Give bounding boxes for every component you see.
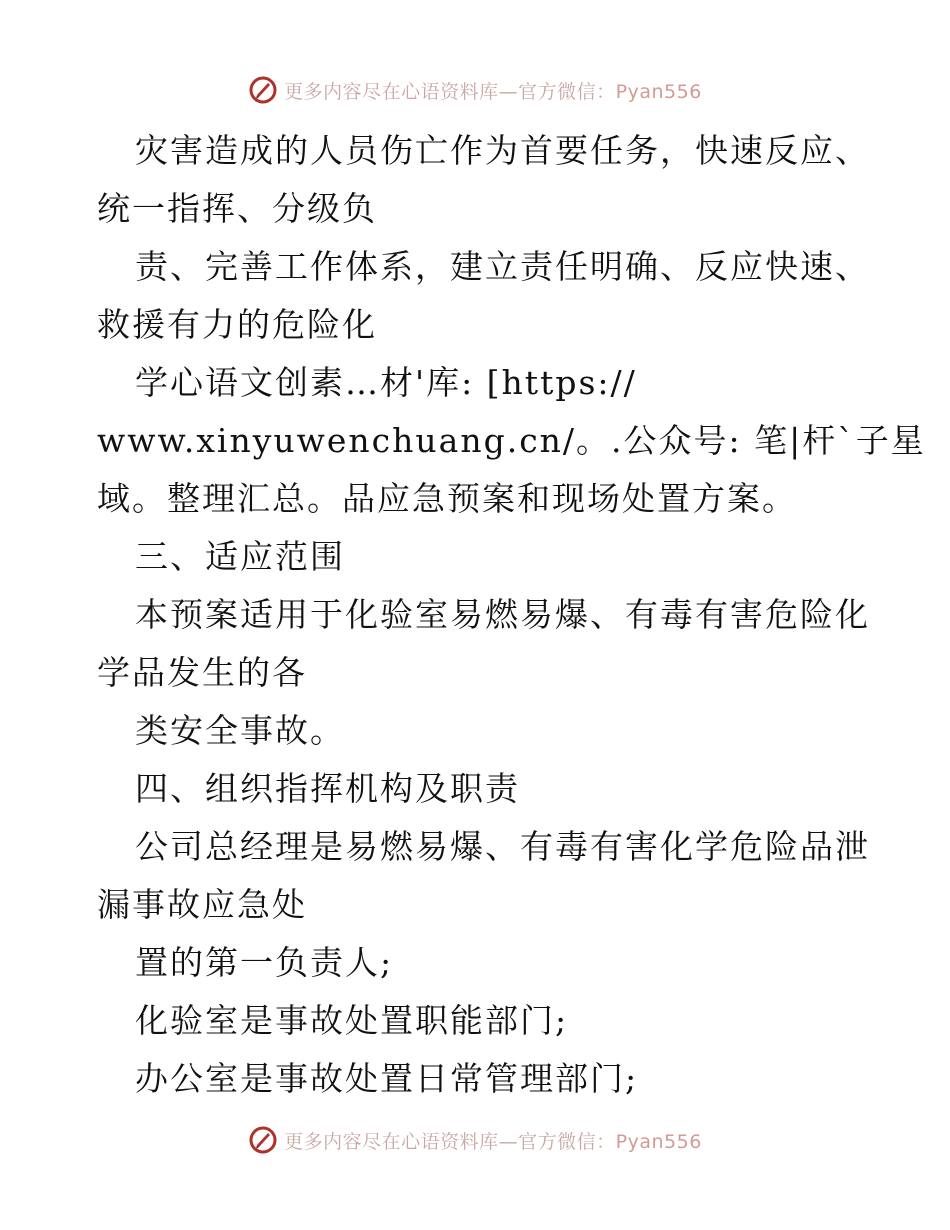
text-line: 责、完善工作体系，建立责任明确、反应快速、 bbox=[135, 247, 870, 286]
header-banner-text: 更多内容尽在心语资料库—官方微信：Pyan556 bbox=[284, 80, 702, 103]
logo-icon bbox=[248, 75, 278, 105]
header-banner-handle: Pyan556 bbox=[615, 80, 702, 103]
text-line: 类安全事故。 bbox=[135, 711, 345, 750]
text-line: 置的第一负责人; bbox=[135, 943, 394, 982]
text-line: 四、组织指挥机构及职责 bbox=[135, 769, 520, 808]
header-banner bbox=[0, 70, 950, 110]
text-line: 学心语文创素…材'库: [https:// bbox=[135, 363, 637, 402]
text-line: 学品发生的各 bbox=[97, 653, 307, 692]
text-line: 漏事故应急处 bbox=[97, 885, 307, 924]
document-body bbox=[97, 122, 926, 1108]
logo-icon bbox=[248, 1125, 278, 1155]
footer-banner-handle: Pyan556 bbox=[615, 1130, 702, 1153]
text-line: 公司总经理是易燃易爆、有毒有害化学危险品泄 bbox=[135, 827, 870, 866]
text-line: 统一指挥、分级负 bbox=[97, 189, 377, 228]
text-line: 办公室是事故处置日常管理部门; bbox=[135, 1059, 639, 1098]
footer-banner-text: 更多内容尽在心语资料库—官方微信：Pyan556 bbox=[284, 1130, 702, 1153]
text-line: www.xinyuwenchuang.cn/。.公众号: 笔|杆`子星 bbox=[97, 421, 926, 460]
text-line: 灾害造成的人员伤亡作为首要任务，快速反应、 bbox=[135, 131, 870, 170]
text-line: 域。整理汇总。品应急预案和现场处置方案。 bbox=[97, 479, 797, 518]
text-line: 救援有力的危险化 bbox=[97, 305, 377, 344]
text-line: 化验室是事故处置职能部门; bbox=[135, 1001, 569, 1040]
text-line: 本预案适用于化验室易燃易爆、有毒有害危险化 bbox=[135, 595, 870, 634]
footer-banner bbox=[0, 1120, 950, 1160]
text-line: 三、适应范围 bbox=[135, 537, 345, 576]
